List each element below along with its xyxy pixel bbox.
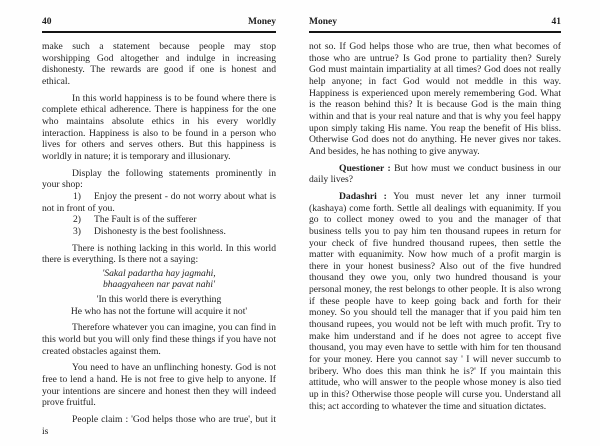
page-40-body [42,33,276,437]
page-number-left: 40 [42,17,52,27]
paragraph: Display the following statements prominently in your shop: [42,167,276,191]
paragraph: not so. If God helps those who are true, then what becomes of those who are untrue? Is God prone to partiality then? Surely God must maintain impartiality at all times? God does not really help anyone; in fact God would not meddle in this way. Happiness is experienced upon merely remembering God. What is the reason behind this? It is because God is the main thing within and that is your real nature and that is why you feel happy upon simply taking His name. You reap the benefit of His bliss. Otherwise God does not do anything. He never gives nor takes. And besides, he has nothing to give anyway. [309,41,561,157]
paragraph: In this world happiness is to be found where there is complete ethical adherence. There is happiness for the one who maintains absolute ethics in his every worldly interaction. Happiness is also to be found in a person who lives for others and serves others. But this happiness is worldly in nature; it is temporary and illusionary. [42,92,276,162]
page-40 [42,17,276,437]
running-title-right: Money [309,17,337,27]
list-text: Dishonesty is the best foolishness. [94,225,226,237]
list-number: 1) [73,190,81,202]
questioner-paragraph [309,163,561,186]
speaker-label: Dadashri : [339,190,387,202]
list-number: 2) [73,214,81,226]
page-41 [309,17,561,412]
paragraph: There is nothing lacking in this world. In this world there is everything. Is there not a saying: [42,242,276,266]
page-41-header [309,17,561,33]
list-text: The Fault is of the sufferer [94,214,197,226]
running-title-left: Money [248,17,276,27]
verse-translation-line: He who has not the fortune will acquire it not' [70,305,248,317]
list-item [42,214,276,226]
page-40-header [42,17,276,33]
verse-translation-line: 'In this world there is everything [96,294,222,306]
speech-text: But how must we conduct business in our daily lives? [309,162,561,186]
paragraph: People claim : 'God helps those who are true', but it is [42,414,276,437]
list-item [42,226,276,238]
page-number-right: 41 [551,17,561,27]
paragraph: Therefore whatever you can imagine, you can find in this world but you will only find these things if you have not created obstacles against them. [42,322,276,357]
page-41-body [309,33,561,412]
verse-line: bhaagyaheen nar pavat nahi' [102,279,216,291]
verse-line: 'Sakal padartha hay jagmahi, [102,267,216,279]
dadashri-paragraph [309,191,561,412]
speech-text: You must never let any inner turmoil (kashaya) come forth. Settle all dealings with equanimity. If you go to collect money owed to you and the manager of that business tells you to pay him ten thousand rupees in return for your check of five hundred thousand rupees, then settle the matter with equanimity. Now how much of a profit margin is there in your honest business? Also out of the five hundred thousand they owe you, only two hundred thousand is your personal money, the rest belongs to other people. It is also wrong if these people have to keep going back and forth for their money. So you should tell the manager that if you paid him ten thousand rupees, you would not be left with much profit. Try to make him understand and if he does not agree to accept five thousand, you may even have to settle with him for ten thousand for your money. Here you cannot say ' I will never succumb to bribery. Who does this man think he is?' If you maintain this attitude, who will answer to the people whose money is also tied up in this? Otherwise those people will curse you. Understand all this; act according to whatever the time and situation dictates. [309,190,561,412]
speaker-label: Questioner : [339,162,391,174]
list-number: 3) [73,225,81,237]
paragraph: You need to have an unflinching honesty. God is not free to lend a hand. He is not free to give help to anyone. If your intentions are sincere and honest then they will indeed prove fruitful. [42,362,276,409]
list-text: Enjoy the present - do not worry about what is not in front of you. [42,190,276,214]
list-item [42,191,276,214]
paragraph: make such a statement because people may stop worshipping God altogether and indulge in increasing dishonesty. The rewards are good if one is honest and ethical. [42,41,276,87]
